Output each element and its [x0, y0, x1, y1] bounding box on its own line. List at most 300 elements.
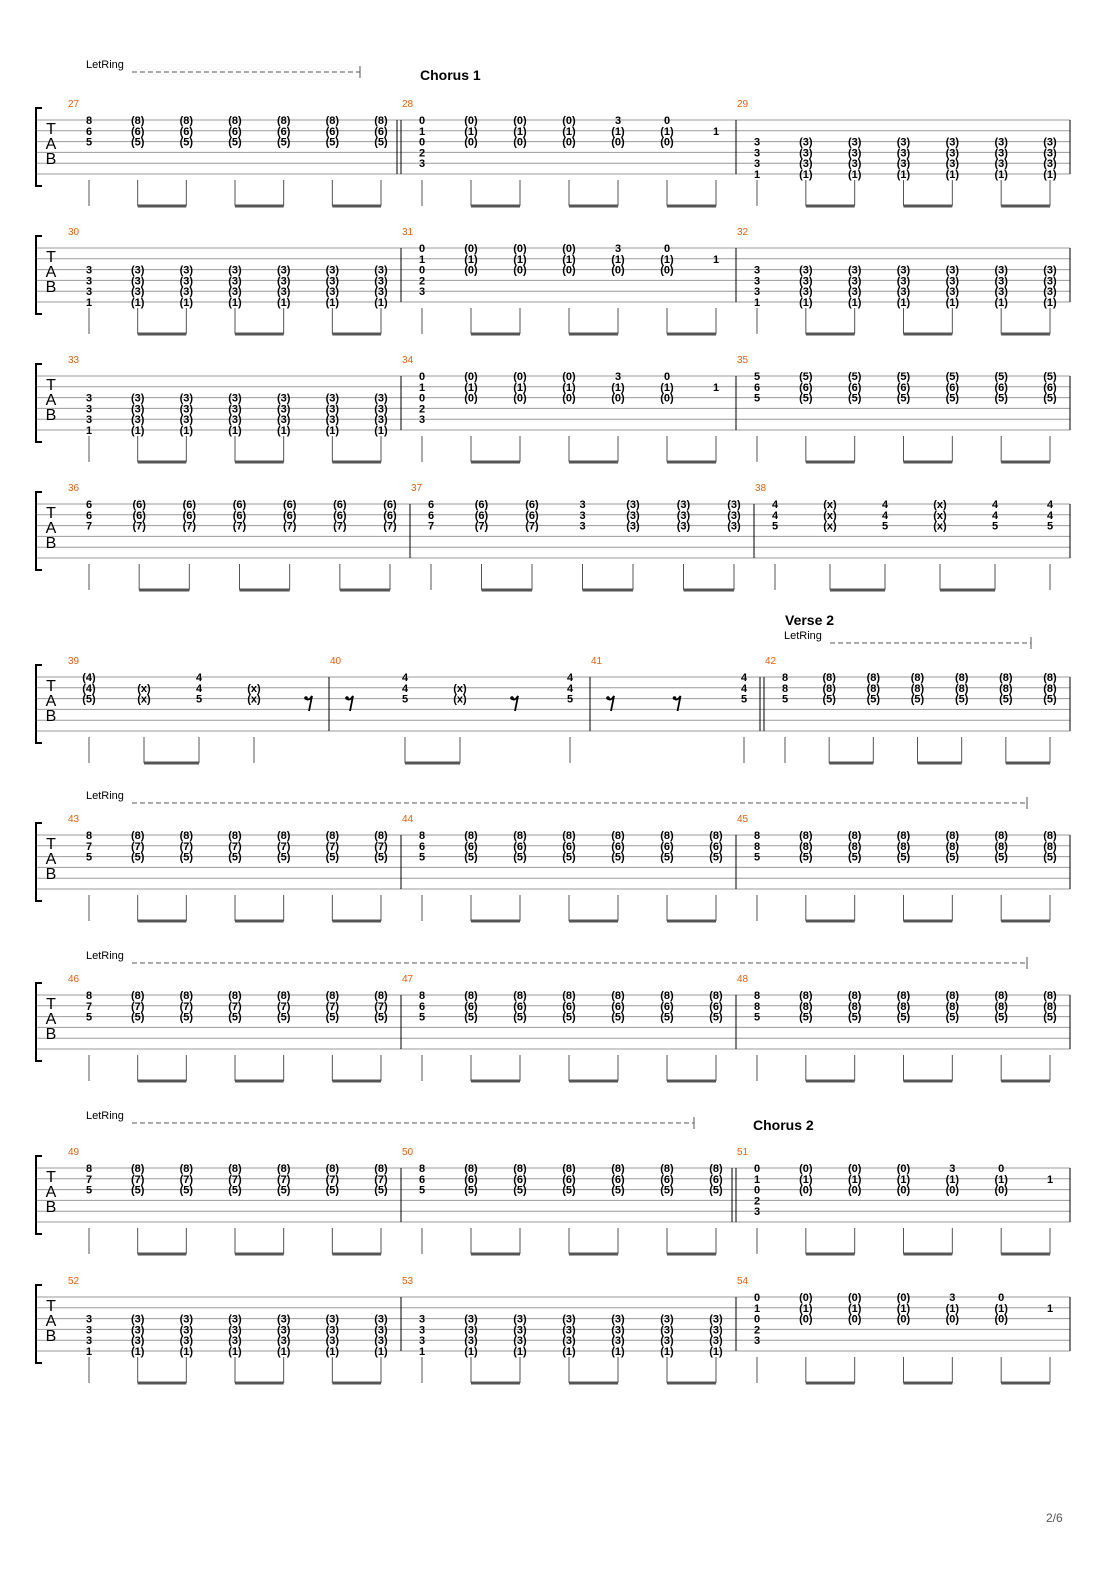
fret-number: (1)	[179, 297, 194, 309]
fret-number: (1)	[228, 1346, 242, 1358]
fret-number: (3)	[464, 1324, 478, 1337]
fret-number: (3)	[228, 1313, 242, 1326]
fret-number: (3)	[325, 403, 340, 416]
fret-number: (3)	[276, 392, 291, 405]
fret-number: (8)	[374, 830, 388, 842]
fret-number: (3)	[896, 275, 911, 288]
fret-number: (7)	[179, 840, 194, 853]
fret-number: 0	[418, 264, 426, 277]
fret-number: (8)	[325, 115, 340, 127]
fret-number: (3)	[179, 286, 194, 299]
section-title: Verse 2	[785, 612, 835, 628]
fret-number: (1)	[562, 381, 576, 394]
fret-number: 3	[753, 1206, 761, 1219]
fret-number: (6)	[232, 509, 247, 522]
fret-number: (8)	[910, 672, 925, 684]
fret-number: (3)	[276, 1335, 291, 1348]
fret-number: 0	[418, 136, 426, 149]
fret-number: 3	[753, 286, 761, 299]
fret-number: 2	[753, 1324, 761, 1337]
fret-number: (8)	[374, 1163, 388, 1175]
fret-number: (8)	[228, 115, 242, 127]
fret-number: (0)	[464, 136, 478, 149]
fret-number: (7)	[130, 1173, 145, 1186]
fret-number: (3)	[179, 275, 194, 288]
fret-number: (1)	[374, 297, 388, 309]
eighth-rest-dot	[304, 696, 308, 700]
fret-number: (3)	[276, 264, 291, 277]
fret-number: (3)	[374, 1335, 388, 1348]
fret-number: (5)	[709, 1184, 723, 1197]
fret-number: (3)	[228, 403, 242, 416]
fret-number: (0)	[562, 264, 576, 277]
fret-number: (8)	[1043, 682, 1057, 695]
fret-number: (3)	[727, 499, 741, 511]
fret-number: 6	[427, 509, 435, 522]
fret-number: (1)	[562, 125, 576, 138]
fret-number: (x)	[137, 682, 151, 695]
fret-number: 1	[712, 253, 720, 266]
fret-number: (3)	[1043, 286, 1057, 299]
fret-number: 5	[740, 693, 748, 706]
fret-number: (5)	[562, 1184, 576, 1197]
fret-number: (3)	[130, 392, 145, 405]
fret-number: (6)	[333, 509, 347, 522]
let-ring-label: LetRing	[86, 790, 124, 802]
fret-number: (8)	[611, 990, 625, 1002]
fret-number: (3)	[945, 275, 960, 288]
fret-number: (3)	[130, 275, 145, 288]
fret-number: (0)	[896, 1292, 911, 1304]
measure-number: 50	[402, 1147, 414, 1158]
measure-number: 44	[402, 814, 414, 825]
fret-number: 3	[753, 136, 761, 149]
fret-number: (3)	[179, 264, 194, 277]
measure-number: 51	[737, 1147, 749, 1158]
fret-number: 5	[781, 693, 789, 706]
fret-number: (8)	[228, 1163, 242, 1175]
section-title: Chorus 2	[753, 1117, 814, 1133]
fret-number: (3)	[228, 414, 242, 427]
fret-number: 6	[427, 499, 435, 511]
fret-number: (1)	[896, 1302, 911, 1315]
fret-number: 3	[949, 1163, 956, 1175]
fret-number: (1)	[464, 381, 478, 394]
fret-number: (8)	[945, 1000, 960, 1013]
fret-number: 0	[753, 1292, 761, 1304]
fret-number: 4	[771, 499, 779, 511]
fret-number: 5	[1046, 520, 1054, 533]
fret-number: (5)	[464, 1011, 478, 1024]
fret-number: (0)	[513, 115, 527, 127]
fret-number: (1)	[276, 1346, 291, 1358]
fret-number: (1)	[276, 297, 291, 309]
fret-number: (5)	[896, 392, 911, 405]
eighth-rest-dot	[510, 696, 514, 700]
fret-number: (5)	[866, 693, 881, 706]
fret-number: (8)	[910, 682, 925, 695]
fret-number: (1)	[994, 1302, 1008, 1315]
fret-number: (3)	[994, 264, 1008, 277]
fret-number: (3)	[626, 499, 640, 511]
fret-number: (6)	[896, 381, 911, 394]
fret-number: (3)	[847, 264, 862, 277]
fret-number: (7)	[276, 1000, 291, 1013]
tab-clef-letter: T	[46, 249, 56, 266]
eighth-rest-dot	[345, 696, 349, 700]
tab-clef-letter: T	[46, 1169, 56, 1186]
tab-clef-letter: T	[46, 377, 56, 394]
fret-number: (7)	[228, 840, 242, 853]
let-ring-label: LetRing	[86, 59, 124, 71]
fret-number: (0)	[562, 371, 576, 383]
fret-number: 3	[614, 243, 622, 255]
fret-number: (3)	[727, 520, 741, 533]
fret-number: (5)	[179, 1184, 194, 1197]
fret-number: (3)	[562, 1324, 576, 1337]
fret-number: 3	[579, 520, 586, 533]
fret-number: (5)	[179, 136, 194, 149]
fret-number: (3)	[325, 275, 340, 288]
fret-number: 5	[195, 693, 203, 706]
fret-number: (0)	[513, 264, 527, 277]
fret-number: (3)	[1043, 275, 1057, 288]
fret-number: (8)	[374, 990, 388, 1002]
fret-number: (1)	[994, 297, 1008, 309]
fret-number: (0)	[464, 392, 478, 405]
fret-number: (3)	[130, 1335, 145, 1348]
fret-number: (7)	[525, 520, 539, 533]
fret-number: (8)	[1043, 672, 1057, 684]
fret-number: (8)	[799, 1000, 813, 1013]
fret-number: (3)	[676, 520, 691, 533]
fret-number: 5	[418, 1011, 426, 1024]
fret-number: 6	[85, 499, 93, 511]
fret-number: (6)	[660, 840, 674, 853]
fret-number: (5)	[562, 1011, 576, 1024]
fret-number: 4	[881, 509, 889, 522]
fret-number: (0)	[847, 1184, 862, 1197]
fret-number: (5)	[847, 1011, 862, 1024]
fret-number: (0)	[513, 371, 527, 383]
fret-number: (6)	[513, 840, 527, 853]
fret-number: (6)	[132, 499, 146, 511]
fret-number: (3)	[799, 147, 813, 160]
fret-number: (5)	[130, 1011, 145, 1024]
fret-number: (3)	[1043, 158, 1057, 171]
fret-number: (5)	[276, 1011, 291, 1024]
fret-number: (5)	[799, 1011, 813, 1024]
fret-number: (1)	[945, 1302, 960, 1315]
fret-number: (8)	[866, 672, 881, 684]
fret-number: 5	[566, 693, 574, 706]
fret-number: 0	[418, 243, 426, 255]
fret-number: (1)	[130, 425, 145, 437]
tab-clef-letter: T	[46, 121, 56, 138]
fret-number: (5)	[179, 851, 194, 864]
fret-number: (6)	[945, 381, 960, 394]
fret-number: 6	[418, 1000, 426, 1013]
fret-number: (5)	[945, 371, 960, 383]
fret-number: (1)	[179, 1346, 194, 1358]
fret-number: (5)	[660, 1011, 674, 1024]
fret-number: (5)	[799, 392, 813, 405]
fret-number: 8	[753, 830, 761, 842]
fret-number: (3)	[945, 136, 960, 149]
fret-number: (0)	[994, 1313, 1008, 1326]
tab-clef-letter: B	[45, 407, 57, 424]
fret-number: (5)	[799, 851, 813, 864]
fret-number: (5)	[954, 693, 969, 706]
fret-number: (8)	[325, 830, 340, 842]
fret-number: (5)	[847, 392, 862, 405]
fret-number: 4	[1046, 499, 1054, 511]
let-ring-label: LetRing	[86, 1110, 124, 1122]
fret-number: 1	[753, 1302, 761, 1315]
fret-number: (1)	[611, 253, 625, 266]
fret-number: (7)	[325, 840, 340, 853]
fret-number: (5)	[709, 1011, 723, 1024]
fret-number: (0)	[799, 1163, 813, 1175]
fret-number: 1	[418, 1346, 426, 1358]
fret-number: 3	[949, 1292, 956, 1304]
tab-clef-letter: T	[46, 836, 56, 853]
fret-number: (1)	[513, 1346, 527, 1358]
fret-number: (1)	[374, 425, 388, 437]
fret-number: (6)	[562, 1000, 576, 1013]
fret-number: (3)	[325, 1313, 340, 1326]
fret-number: (6)	[525, 499, 539, 511]
fret-number: 3	[85, 414, 93, 427]
fret-number: 6	[418, 1173, 426, 1186]
fret-number: 5	[418, 1184, 426, 1197]
fret-number: (3)	[676, 499, 691, 511]
tab-clef-letter: B	[45, 535, 57, 552]
tab-clef-letter: T	[46, 678, 56, 695]
fret-number: (6)	[383, 499, 397, 511]
fret-number: (x)	[137, 693, 151, 706]
fret-number: (7)	[179, 1173, 194, 1186]
fret-number: (0)	[562, 243, 576, 255]
fret-number: (8)	[130, 115, 145, 127]
tab-clef-letter: A	[45, 1011, 57, 1028]
fret-number: (6)	[474, 509, 489, 522]
fret-number: (5)	[847, 851, 862, 864]
measure-number: 29	[737, 99, 749, 110]
fret-number: (8)	[709, 830, 723, 842]
fret-number: (3)	[611, 1313, 625, 1326]
fret-number: 8	[85, 1163, 93, 1175]
fret-number: 2	[418, 275, 426, 288]
section-title: Chorus 1	[420, 67, 481, 83]
fret-number: 8	[753, 1000, 761, 1013]
fret-number: (3)	[945, 158, 960, 171]
fret-number: 5	[881, 520, 889, 533]
fret-number: (3)	[464, 1313, 478, 1326]
fret-number: (6)	[232, 499, 247, 511]
fret-number: (3)	[179, 1313, 194, 1326]
fret-number: (3)	[1043, 147, 1057, 160]
fret-number: (8)	[847, 830, 862, 842]
fret-number: (1)	[179, 425, 194, 437]
fret-number: (3)	[325, 264, 340, 277]
fret-number: 6	[85, 125, 93, 138]
fret-number: (3)	[179, 403, 194, 416]
fret-number: (3)	[847, 136, 862, 149]
fret-number: (3)	[847, 286, 862, 299]
fret-number: (1)	[896, 297, 911, 309]
fret-number: (5)	[660, 851, 674, 864]
fret-number: 1	[418, 253, 426, 266]
fret-number: (6)	[464, 1173, 478, 1186]
fret-number: (3)	[562, 1335, 576, 1348]
measure-number: 43	[68, 814, 80, 825]
fret-number: (7)	[383, 520, 397, 533]
fret-number: (3)	[276, 286, 291, 299]
fret-number: (1)	[847, 169, 862, 181]
fret-number: 5	[85, 1011, 93, 1024]
fret-number: (7)	[474, 520, 489, 533]
measure-number: 38	[755, 483, 767, 494]
fret-number: (5)	[228, 136, 242, 149]
fret-number: (3)	[130, 264, 145, 277]
fret-number: (6)	[525, 509, 539, 522]
fret-number: (6)	[660, 1000, 674, 1013]
tab-clef-letter: A	[45, 1184, 57, 1201]
fret-number: (x)	[823, 520, 837, 533]
fret-number: (x)	[823, 509, 837, 522]
fret-number: (7)	[374, 1000, 388, 1013]
fret-number: (5)	[896, 371, 911, 383]
fret-number: (8)	[945, 990, 960, 1002]
fret-number: (5)	[228, 1011, 242, 1024]
fret-number: (3)	[611, 1335, 625, 1348]
fret-number: (0)	[660, 264, 674, 277]
fret-number: (0)	[896, 1184, 911, 1197]
measure-number: 42	[765, 656, 777, 667]
fret-number: 4	[991, 499, 999, 511]
fret-number: (1)	[847, 1173, 862, 1186]
fret-number: (8)	[325, 1163, 340, 1175]
fret-number: 5	[771, 520, 779, 533]
fret-number: (0)	[513, 392, 527, 405]
fret-number: (3)	[799, 136, 813, 149]
fret-number: 5	[753, 851, 761, 864]
fret-number: (8)	[994, 830, 1008, 842]
fret-number: (3)	[847, 147, 862, 160]
tab-clef-letter: B	[45, 1328, 57, 1345]
fret-number: 4	[740, 672, 748, 684]
fret-number: 3	[85, 1324, 93, 1337]
fret-number: 0	[418, 371, 426, 383]
fret-number: (8)	[179, 990, 194, 1002]
fret-number: (1)	[611, 125, 625, 138]
fret-number: (3)	[179, 1335, 194, 1348]
fret-number: (5)	[513, 851, 527, 864]
fret-number: 6	[85, 509, 93, 522]
fret-number: (8)	[374, 115, 388, 127]
fret-number: (3)	[799, 158, 813, 171]
fret-number: (3)	[626, 509, 640, 522]
fret-number: (3)	[513, 1335, 527, 1348]
fret-number: (3)	[727, 509, 741, 522]
fret-number: (5)	[910, 693, 925, 706]
fret-number: (6)	[799, 381, 813, 394]
fret-number: 1	[712, 125, 720, 138]
fret-number: (3)	[374, 264, 388, 277]
fret-number: (3)	[660, 1313, 674, 1326]
fret-number: (3)	[228, 275, 242, 288]
fret-number: 3	[85, 403, 93, 416]
fret-number: (8)	[464, 830, 478, 842]
fret-number: (8)	[179, 1163, 194, 1175]
fret-number: (6)	[562, 1173, 576, 1186]
fret-number: 4	[566, 672, 574, 684]
measure-number: 28	[402, 99, 414, 110]
fret-number: (3)	[945, 264, 960, 277]
measure-number: 45	[737, 814, 749, 825]
measure-number: 27	[68, 99, 80, 110]
measure-number: 40	[330, 656, 342, 667]
fret-number: (8)	[513, 1163, 527, 1175]
fret-number: (3)	[513, 1324, 527, 1337]
fret-number: 0	[418, 392, 426, 405]
fret-number: (6)	[182, 509, 197, 522]
fret-number: (x)	[453, 682, 467, 695]
fret-number: 4	[771, 509, 779, 522]
fret-number: 1	[753, 169, 761, 181]
fret-number: 0	[753, 1184, 761, 1197]
fret-number: (1)	[464, 1346, 478, 1358]
measure-number: 39	[68, 656, 80, 667]
fret-number: (1)	[660, 125, 674, 138]
fret-number: (1)	[896, 169, 911, 181]
fret-number: (5)	[464, 1184, 478, 1197]
fret-number: (3)	[994, 275, 1008, 288]
tab-clef-letter: A	[45, 136, 57, 153]
fret-number: (8)	[130, 990, 145, 1002]
fret-number: (0)	[464, 264, 478, 277]
fret-number: (3)	[130, 414, 145, 427]
fret-number: (8)	[896, 840, 911, 853]
fret-number: (8)	[1043, 1000, 1057, 1013]
fret-number: (0)	[660, 136, 674, 149]
fret-number: 4	[740, 682, 748, 695]
fret-number: (3)	[374, 392, 388, 405]
fret-number: (6)	[1043, 381, 1057, 394]
fret-number: (1)	[611, 381, 625, 394]
fret-number: (7)	[132, 520, 146, 533]
tab-clef-letter: T	[46, 996, 56, 1013]
fret-number: (3)	[799, 286, 813, 299]
fret-number: (5)	[994, 371, 1008, 383]
fret-number: (5)	[611, 851, 625, 864]
fret-number: (6)	[333, 499, 347, 511]
fret-number: (3)	[513, 1313, 527, 1326]
fret-number: (6)	[130, 125, 145, 138]
measure-number: 34	[402, 355, 414, 366]
fret-number: (5)	[374, 136, 388, 149]
measure-number: 52	[68, 1276, 80, 1287]
fret-number: 3	[85, 392, 93, 405]
fret-number: (3)	[374, 1324, 388, 1337]
fret-number: 0	[663, 243, 671, 255]
fret-number: (0)	[464, 115, 478, 127]
fret-number: (6)	[228, 125, 242, 138]
fret-number: (6)	[994, 381, 1008, 394]
fret-number: (8)	[611, 830, 625, 842]
fret-number: (8)	[709, 990, 723, 1002]
